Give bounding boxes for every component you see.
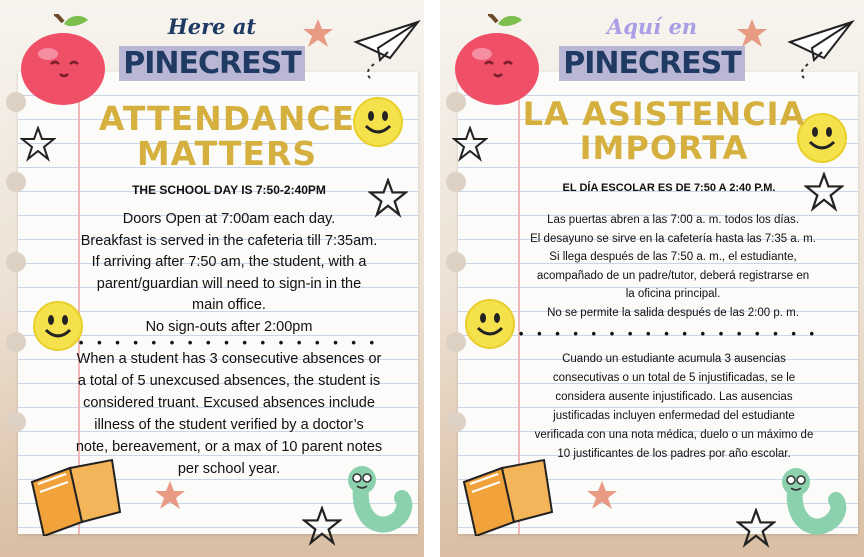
star-icon	[736, 508, 776, 548]
title-line-2: IMPORTA	[579, 128, 749, 167]
paper-hole	[6, 172, 26, 192]
here-at-label: Here at	[167, 14, 257, 39]
open-book-icon	[458, 452, 554, 536]
rule-line: No sign-outs after 2:00pm	[145, 318, 313, 335]
arrival-rules	[486, 211, 860, 322]
title-line-2: MATTERS	[136, 133, 318, 173]
star-icon	[302, 506, 342, 546]
policy-line: considered truant. Excused absences include	[83, 395, 375, 411]
school-name	[440, 46, 864, 81]
rule-line: parent/guardian will need to sign-in in the	[96, 275, 362, 292]
title-line-1: LA ASISTENCIA	[522, 95, 806, 133]
rule-line: If arriving after 7:50 am, the student, with a	[91, 254, 367, 270]
rule-line: main office.	[192, 297, 266, 313]
truancy-policy	[486, 350, 862, 464]
policy-line: consecutivas o un total de 5 injustificadas, se le	[552, 372, 796, 384]
paper-hole	[446, 172, 466, 192]
star-icon	[154, 480, 186, 510]
rule-line: acompañado de un padre/tutor, deberá registrarse en	[536, 269, 810, 282]
school-day-hours: THE SCHOOL DAY IS 7:50-2:40PM	[132, 183, 326, 197]
policy-line: Cuando un estudiante acumula 3 ausencias	[562, 353, 786, 365]
rule-line: la oficina principal.	[625, 288, 721, 300]
paper-hole	[6, 412, 26, 432]
arrival-rules	[40, 209, 418, 338]
page-title	[474, 95, 854, 167]
policy-line: note, bereavement, or a max of 10 parent notes	[75, 439, 383, 455]
policy-line: When a student has 3 consecutive absences or	[76, 351, 382, 367]
paper-hole	[446, 252, 466, 272]
star-icon	[586, 480, 618, 510]
dotted-divider: • • • • • • • • • • • • • • • • •	[518, 326, 820, 341]
school-name-text: PINECREST	[119, 46, 304, 81]
policy-line: a total of 5 unexcused absences, the student is	[77, 373, 381, 389]
rule-line: No se permite la salida después de las 2:00 p. m.	[547, 306, 799, 319]
paper-hole	[6, 332, 26, 352]
spanish-panel	[440, 0, 864, 557]
policy-line: illness of the student verified by a doctor’s	[94, 417, 364, 433]
school-name-text: PINECREST	[559, 46, 744, 81]
rule-line: El desayuno se sirve en la cafetería hasta las 7:35 a. m.	[530, 232, 816, 245]
policy-line: justificadas incluyen enfermedad del estudiante	[553, 410, 795, 422]
rule-line: Si llega después de las 7:50 a. m., el estudiante,	[549, 251, 797, 263]
truancy-policy	[40, 348, 418, 480]
policy-line: verificada con una nota médica, duelo o un máximo de	[534, 429, 814, 441]
rule-line: Breakfast is served in the cafeteria till 7:35am.	[80, 232, 378, 249]
here-at-label: Aquí en	[606, 14, 698, 39]
paper-hole	[446, 332, 466, 352]
title-line-1: ATTENDANCE	[98, 99, 356, 138]
rule-line: Doors Open at 7:00am each day.	[122, 211, 336, 227]
school-day-hours: EL DÍA ESCOLAR ES DE 7:50 A 2:40 P.M.	[562, 182, 776, 194]
english-panel	[0, 0, 424, 557]
paper-hole	[446, 412, 466, 432]
school-name	[0, 46, 424, 81]
policy-line: 10 justificantes de los padres por año escolar.	[557, 448, 791, 460]
policy-line: considera ausente injustificado. Las ausencias	[555, 391, 793, 403]
page-title	[40, 99, 414, 173]
bookworm-icon	[776, 464, 848, 538]
policy-line: per school year.	[177, 461, 281, 477]
paper-hole	[6, 252, 26, 272]
dotted-divider: • • • • • • • • • • • • • • • • •	[78, 335, 380, 350]
rule-line: Las puertas abren a las 7:00 a. m. todos los días.	[547, 214, 799, 226]
